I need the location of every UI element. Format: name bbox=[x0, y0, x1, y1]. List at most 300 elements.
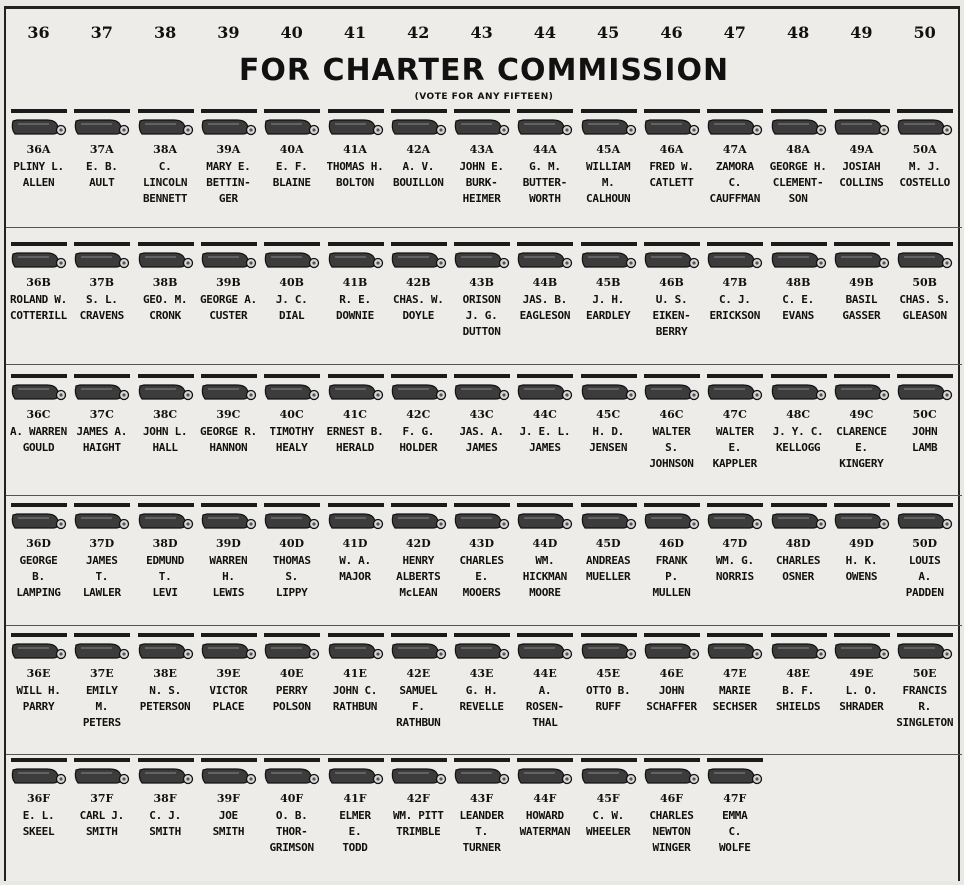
column-bar bbox=[581, 242, 637, 246]
column-number: 50 bbox=[913, 23, 936, 42]
voting-lever-icon[interactable] bbox=[452, 511, 510, 535]
candidate-code: 39C bbox=[216, 408, 241, 421]
voting-lever-icon[interactable] bbox=[199, 641, 257, 665]
candidate-name: ANDREAS MUELLER bbox=[586, 554, 631, 583]
voting-lever-icon[interactable] bbox=[389, 766, 447, 790]
candidate-cell bbox=[70, 503, 133, 625]
voting-lever-icon[interactable] bbox=[452, 117, 510, 141]
column-number: 49 bbox=[850, 23, 873, 42]
voting-lever-icon[interactable] bbox=[136, 766, 194, 790]
voting-lever-icon[interactable] bbox=[72, 382, 130, 406]
candidate-code: 39A bbox=[216, 143, 241, 156]
candidate-name: JAS. A. JAMES bbox=[459, 425, 504, 454]
candidate-name: WILL H. PARRY bbox=[16, 684, 61, 713]
candidate-code: 39B bbox=[216, 276, 241, 289]
candidate-code: 37E bbox=[89, 667, 114, 680]
candidate-row bbox=[6, 758, 962, 880]
candidate-code: 49E bbox=[849, 667, 874, 680]
column-bar bbox=[581, 503, 637, 507]
candidate-code: 45D bbox=[595, 537, 621, 550]
candidate-cell bbox=[703, 758, 766, 880]
column-bar bbox=[707, 633, 763, 637]
candidate-name: TIMOTHY HEALY bbox=[269, 425, 314, 454]
column-number: 41 bbox=[343, 23, 367, 42]
candidate-name: W. A. MAJOR bbox=[339, 554, 371, 583]
candidate-cell bbox=[324, 242, 387, 364]
candidate-cell bbox=[640, 503, 703, 625]
voting-lever-icon[interactable] bbox=[895, 641, 953, 665]
candidate-cell bbox=[830, 374, 893, 496]
candidate-cell bbox=[324, 633, 387, 755]
candidate-name: WALTER E. KAPPLER bbox=[712, 425, 757, 470]
candidate-name: A. WARREN GOULD bbox=[10, 425, 67, 454]
voting-lever-icon[interactable] bbox=[705, 766, 763, 790]
column-bar bbox=[74, 633, 130, 637]
column-bar bbox=[897, 242, 953, 246]
voting-lever-icon[interactable] bbox=[262, 511, 320, 535]
voting-lever-icon[interactable] bbox=[705, 641, 763, 665]
candidate-code: 45E bbox=[596, 667, 621, 680]
candidate-name: FRANK P. MULLEN bbox=[652, 554, 691, 599]
candidate-cell bbox=[767, 242, 830, 364]
candidate-cell bbox=[134, 242, 197, 364]
candidate-cell bbox=[893, 242, 956, 364]
candidate-code: 42D bbox=[405, 537, 431, 550]
candidate-code: 42E bbox=[406, 667, 431, 680]
candidate-name: JOHN C. RATHBUN bbox=[332, 684, 378, 713]
voting-lever-icon[interactable] bbox=[326, 117, 384, 141]
candidate-code: 46E bbox=[659, 667, 684, 680]
voting-lever-icon[interactable] bbox=[579, 117, 637, 141]
column-bar bbox=[454, 758, 510, 762]
voting-lever-icon[interactable] bbox=[579, 511, 637, 535]
voting-lever-icon[interactable] bbox=[136, 511, 194, 535]
column-bar bbox=[201, 758, 257, 762]
candidate-name: JAMES T. LAWLER bbox=[82, 554, 121, 599]
candidate-code: 38F bbox=[153, 792, 177, 805]
column-bar bbox=[834, 503, 890, 507]
ballot-sheet bbox=[4, 6, 960, 881]
voting-lever-icon[interactable] bbox=[9, 382, 67, 406]
column-bar bbox=[11, 633, 67, 637]
column-bar bbox=[138, 242, 194, 246]
ballot-title: FOR CHARTER COMMISSION bbox=[238, 53, 730, 88]
column-number: 40 bbox=[280, 23, 303, 42]
candidate-code: 41C bbox=[342, 408, 368, 421]
candidate-cell bbox=[7, 242, 70, 364]
voting-lever-icon[interactable] bbox=[199, 511, 257, 535]
voting-lever-icon[interactable] bbox=[9, 511, 67, 535]
voting-lever-icon[interactable] bbox=[72, 250, 130, 274]
voting-lever-icon[interactable] bbox=[895, 117, 953, 141]
voting-lever-icon[interactable] bbox=[579, 382, 637, 406]
column-bar bbox=[138, 633, 194, 637]
candidate-cell bbox=[640, 109, 703, 231]
candidate-name: CHARLES NEWTON WINGER bbox=[649, 809, 694, 854]
voting-lever-icon[interactable] bbox=[579, 766, 637, 790]
candidate-name: PERRY POLSON bbox=[272, 684, 311, 713]
candidate-cell bbox=[387, 242, 450, 364]
candidate-row bbox=[6, 633, 962, 755]
candidate-cell bbox=[70, 374, 133, 496]
voting-lever-icon[interactable] bbox=[199, 117, 257, 141]
candidate-code: 38B bbox=[152, 276, 178, 289]
candidate-name: LEANDER T. TURNER bbox=[459, 809, 504, 854]
candidate-cell bbox=[450, 633, 513, 755]
candidate-row bbox=[6, 374, 962, 496]
column-bar bbox=[517, 242, 573, 246]
voting-lever-icon[interactable] bbox=[136, 250, 194, 274]
voting-lever-icon[interactable] bbox=[9, 117, 67, 141]
candidate-code: 43A bbox=[469, 143, 494, 156]
column-bar bbox=[391, 109, 447, 113]
column-bar bbox=[454, 374, 510, 378]
voting-lever-icon[interactable] bbox=[642, 641, 700, 665]
candidate-name: GEORGE A. CUSTER bbox=[199, 293, 257, 322]
candidate-cell bbox=[640, 374, 703, 496]
candidate-cell bbox=[830, 503, 893, 625]
candidate-name: THOMAS H. BOLTON bbox=[326, 160, 384, 189]
candidate-code: 44E bbox=[533, 667, 557, 680]
candidate-name: GEO. M. CRONK bbox=[142, 293, 188, 322]
candidate-cell bbox=[7, 758, 70, 880]
voting-lever-icon[interactable] bbox=[769, 382, 827, 406]
candidate-name: H. K. OWENS bbox=[845, 554, 878, 583]
voting-lever-icon[interactable] bbox=[9, 250, 67, 274]
voting-lever-icon[interactable] bbox=[72, 766, 130, 790]
voting-lever-icon[interactable] bbox=[705, 117, 763, 141]
candidate-name: CHARLES E. MOOERS bbox=[459, 554, 504, 599]
voting-lever-icon[interactable] bbox=[515, 117, 573, 141]
column-bar bbox=[644, 503, 700, 507]
candidate-cell bbox=[260, 242, 323, 364]
column-number: 38 bbox=[153, 23, 177, 42]
voting-lever-icon[interactable] bbox=[389, 117, 447, 141]
voting-lever-icon[interactable] bbox=[832, 117, 890, 141]
voting-lever-icon[interactable] bbox=[199, 766, 257, 790]
candidate-name: A. V. BOUILLON bbox=[393, 160, 444, 189]
candidate-cell bbox=[577, 503, 640, 625]
candidate-name: ZAMORA C. CAUFFMAN bbox=[709, 160, 761, 205]
candidate-code: 46D bbox=[659, 537, 684, 550]
voting-lever-icon[interactable] bbox=[326, 382, 384, 406]
column-bar bbox=[264, 633, 320, 637]
candidate-cell bbox=[260, 758, 323, 880]
column-bar bbox=[771, 374, 827, 378]
candidate-name: GEORGE B. LAMPING bbox=[16, 554, 61, 599]
column-number: 45 bbox=[597, 23, 620, 42]
column-bar bbox=[771, 503, 827, 507]
candidate-code: 48A bbox=[786, 143, 811, 156]
voting-lever-icon[interactable] bbox=[72, 511, 130, 535]
column-bar bbox=[581, 374, 637, 378]
voting-lever-icon[interactable] bbox=[579, 641, 637, 665]
candidate-cell bbox=[577, 242, 640, 364]
voting-lever-icon[interactable] bbox=[262, 641, 320, 665]
candidate-code: 36F bbox=[26, 792, 51, 805]
voting-lever-icon[interactable] bbox=[136, 382, 194, 406]
column-bar bbox=[201, 503, 257, 507]
candidate-cell bbox=[324, 109, 387, 231]
candidate-code: 46A bbox=[659, 143, 684, 156]
candidate-cell bbox=[513, 242, 576, 364]
candidate-code: 44A bbox=[532, 143, 557, 156]
voting-lever-icon[interactable] bbox=[769, 117, 827, 141]
column-bar bbox=[517, 503, 573, 507]
voting-lever-icon[interactable] bbox=[199, 382, 257, 406]
candidate-name: B. F. SHIELDS bbox=[775, 684, 821, 713]
voting-lever-icon[interactable] bbox=[769, 511, 827, 535]
column-bar bbox=[11, 242, 67, 246]
candidate-cell bbox=[513, 374, 576, 496]
candidate-name: L. O. SHRADER bbox=[839, 684, 884, 713]
candidate-code: 43E bbox=[469, 667, 494, 680]
candidate-name: WARREN H. LEWIS bbox=[209, 554, 248, 599]
candidate-code: 44C bbox=[532, 408, 557, 421]
voting-lever-icon[interactable] bbox=[452, 766, 510, 790]
candidate-cell bbox=[7, 503, 70, 625]
column-bar bbox=[707, 503, 763, 507]
column-bar bbox=[391, 503, 447, 507]
voting-lever-icon[interactable] bbox=[9, 766, 67, 790]
candidate-cell bbox=[70, 109, 133, 231]
column-bar bbox=[517, 758, 573, 762]
candidate-cell bbox=[197, 109, 260, 231]
candidate-name: JOSIAH COLLINS bbox=[839, 160, 884, 189]
candidate-name: M. J. COSTELLO bbox=[899, 160, 950, 189]
column-bar bbox=[454, 633, 510, 637]
column-bar bbox=[517, 633, 573, 637]
candidate-code: 38C bbox=[153, 408, 178, 421]
candidate-cell bbox=[450, 109, 513, 231]
candidate-cell bbox=[767, 374, 830, 496]
voting-lever-icon[interactable] bbox=[832, 511, 890, 535]
candidate-cell bbox=[260, 633, 323, 755]
candidate-cell bbox=[197, 242, 260, 364]
voting-lever-icon[interactable] bbox=[262, 766, 320, 790]
voting-lever-icon[interactable] bbox=[832, 641, 890, 665]
candidate-code: 48E bbox=[786, 667, 810, 680]
column-bar bbox=[264, 758, 320, 762]
voting-lever-icon[interactable] bbox=[72, 117, 130, 141]
candidate-row bbox=[6, 503, 962, 625]
voting-lever-icon[interactable] bbox=[515, 382, 573, 406]
candidate-name: JAMES A. HAIGHT bbox=[76, 425, 128, 454]
candidate-cell bbox=[197, 503, 260, 625]
candidate-cell bbox=[324, 374, 387, 496]
voting-lever-icon[interactable] bbox=[389, 641, 447, 665]
voting-lever-icon[interactable] bbox=[705, 250, 763, 274]
voting-lever-icon[interactable] bbox=[769, 250, 827, 274]
candidate-code: 50B bbox=[912, 276, 937, 289]
candidate-name: J. Y. C. KELLOGG bbox=[772, 425, 824, 454]
candidate-name: CHAS. W. DOYLE bbox=[393, 293, 444, 322]
column-bar bbox=[644, 633, 700, 637]
voting-lever-icon[interactable] bbox=[895, 511, 953, 535]
column-bar bbox=[201, 633, 257, 637]
candidate-cell bbox=[7, 633, 70, 755]
candidate-name: FRANCIS R. SINGLETON bbox=[896, 684, 954, 729]
candidate-code: 37A bbox=[89, 143, 114, 156]
candidate-name: JAS. B. EAGLESON bbox=[519, 293, 571, 322]
candidate-cell bbox=[513, 503, 576, 625]
voting-lever-icon[interactable] bbox=[136, 117, 194, 141]
voting-lever-icon[interactable] bbox=[262, 382, 320, 406]
candidate-cell bbox=[703, 242, 766, 364]
voting-lever-icon[interactable] bbox=[642, 250, 700, 274]
column-number: 39 bbox=[217, 23, 240, 42]
candidate-cell bbox=[450, 758, 513, 880]
column-bar bbox=[707, 758, 763, 762]
column-number: 37 bbox=[90, 23, 113, 42]
candidate-name: WM. G. NORRIS bbox=[715, 554, 754, 583]
voting-lever-icon[interactable] bbox=[389, 382, 447, 406]
column-bar bbox=[201, 242, 257, 246]
candidate-cell bbox=[450, 503, 513, 625]
candidate-code: 39D bbox=[215, 537, 241, 550]
candidate-name: O. B. THOR- GRIMSON bbox=[269, 809, 314, 854]
candidate-code: 45C bbox=[596, 408, 621, 421]
candidate-code: 45A bbox=[596, 143, 621, 156]
voting-lever-icon[interactable] bbox=[579, 250, 637, 274]
candidate-cell bbox=[830, 242, 893, 364]
voting-lever-icon[interactable] bbox=[642, 766, 700, 790]
candidate-code: 37B bbox=[89, 276, 115, 289]
candidate-code: 44D bbox=[532, 537, 558, 550]
column-bar bbox=[74, 758, 130, 762]
column-bar bbox=[834, 633, 890, 637]
voting-lever-icon[interactable] bbox=[326, 766, 384, 790]
column-bar bbox=[11, 503, 67, 507]
column-bar bbox=[897, 633, 953, 637]
column-bar bbox=[328, 374, 384, 378]
candidate-code: 50D bbox=[912, 537, 938, 550]
column-bar bbox=[264, 503, 320, 507]
column-bar bbox=[328, 242, 384, 246]
candidate-code: 37F bbox=[90, 792, 114, 805]
candidate-name: EMMA C. WOLFE bbox=[718, 809, 751, 854]
candidate-code: 47F bbox=[723, 792, 747, 805]
candidate-name: A. ROSEN- THAL bbox=[525, 684, 564, 729]
candidate-code: 49B bbox=[849, 276, 874, 289]
candidate-cell bbox=[577, 374, 640, 496]
voting-lever-icon[interactable] bbox=[705, 511, 763, 535]
candidate-name: WILLIAM M. CALHOUN bbox=[586, 160, 631, 205]
voting-lever-icon[interactable] bbox=[199, 250, 257, 274]
voting-lever-icon[interactable] bbox=[515, 766, 573, 790]
voting-lever-icon[interactable] bbox=[452, 250, 510, 274]
column-bar bbox=[11, 758, 67, 762]
candidate-name: WALTER S. JOHNSON bbox=[649, 425, 694, 470]
candidate-code: 50C bbox=[912, 408, 937, 421]
candidate-code: 47E bbox=[722, 667, 747, 680]
voting-lever-icon[interactable] bbox=[832, 382, 890, 406]
column-bar bbox=[897, 109, 953, 113]
candidate-name: CLARENCE E. KINGERY bbox=[836, 425, 887, 470]
candidate-cell bbox=[640, 633, 703, 755]
voting-lever-icon[interactable] bbox=[262, 250, 320, 274]
voting-lever-icon[interactable] bbox=[515, 511, 573, 535]
candidate-cell bbox=[450, 374, 513, 496]
candidate-cell bbox=[134, 374, 197, 496]
column-bar bbox=[897, 374, 953, 378]
column-number: 44 bbox=[533, 23, 557, 42]
voting-lever-icon[interactable] bbox=[452, 641, 510, 665]
candidate-code: 46C bbox=[659, 408, 684, 421]
voting-lever-icon[interactable] bbox=[9, 641, 67, 665]
candidate-cell bbox=[767, 503, 830, 625]
candidate-cell bbox=[197, 374, 260, 496]
candidate-name: ORISON J. G. DUTTON bbox=[462, 293, 501, 338]
candidate-code: 49A bbox=[849, 143, 874, 156]
column-bar bbox=[454, 503, 510, 507]
candidate-code: 36D bbox=[26, 537, 51, 550]
candidate-cell bbox=[387, 374, 450, 496]
voting-lever-icon[interactable] bbox=[705, 382, 763, 406]
column-bar bbox=[644, 242, 700, 246]
voting-lever-icon[interactable] bbox=[642, 117, 700, 141]
candidate-cell bbox=[197, 758, 260, 880]
candidate-cell bbox=[703, 109, 766, 231]
candidate-name: C. J. SMITH bbox=[149, 809, 181, 838]
voting-lever-icon[interactable] bbox=[326, 250, 384, 274]
candidate-code: 43F bbox=[470, 792, 494, 805]
voting-lever-icon[interactable] bbox=[389, 511, 447, 535]
candidate-name: BASIL GASSER bbox=[842, 293, 881, 322]
voting-lever-icon[interactable] bbox=[452, 382, 510, 406]
candidate-cell bbox=[577, 109, 640, 231]
candidate-code: 39E bbox=[216, 667, 241, 680]
candidate-code: 41A bbox=[343, 143, 367, 156]
voting-lever-icon[interactable] bbox=[642, 511, 700, 535]
candidate-name: JOE SMITH bbox=[212, 809, 245, 838]
candidate-name: S. L. CRAVENS bbox=[79, 293, 124, 322]
candidate-name: CHAS. S. GLEASON bbox=[899, 293, 950, 322]
candidate-name: G. M. BUTTER- WORTH bbox=[522, 160, 568, 205]
voting-lever-icon[interactable] bbox=[832, 250, 890, 274]
column-bar bbox=[517, 109, 573, 113]
column-bar bbox=[201, 374, 257, 378]
column-bar bbox=[834, 374, 890, 378]
candidate-name: MARY E. BETTIN- GER bbox=[206, 160, 251, 205]
voting-lever-icon[interactable] bbox=[326, 641, 384, 665]
voting-lever-icon[interactable] bbox=[72, 641, 130, 665]
voting-lever-icon[interactable] bbox=[136, 641, 194, 665]
voting-lever-icon[interactable] bbox=[326, 511, 384, 535]
candidate-cell bbox=[387, 109, 450, 231]
candidate-name: GEORGE H. CLEMENT- SON bbox=[769, 160, 827, 205]
voting-lever-icon[interactable] bbox=[642, 382, 700, 406]
candidate-cell bbox=[640, 758, 703, 880]
candidate-code: 44F bbox=[533, 792, 557, 805]
voting-lever-icon[interactable] bbox=[895, 382, 953, 406]
candidate-code: 41D bbox=[342, 537, 368, 550]
voting-lever-icon[interactable] bbox=[769, 641, 827, 665]
voting-lever-icon[interactable] bbox=[895, 250, 953, 274]
candidate-name: WM. HICKMAN MOORE bbox=[522, 554, 568, 599]
voting-lever-icon[interactable] bbox=[515, 250, 573, 274]
voting-lever-icon[interactable] bbox=[389, 250, 447, 274]
voting-lever-icon[interactable] bbox=[262, 117, 320, 141]
candidate-name: JOHN L. HALL bbox=[142, 425, 188, 454]
candidate-cell bbox=[640, 242, 703, 364]
column-bar bbox=[138, 374, 194, 378]
candidate-cell bbox=[134, 109, 197, 231]
ballot-subtitle: (VOTE FOR ANY FIFTEEN) bbox=[414, 92, 554, 102]
voting-lever-icon[interactable] bbox=[515, 641, 573, 665]
candidate-name: R. E. DOWNIE bbox=[336, 293, 374, 322]
candidate-row bbox=[6, 109, 962, 231]
